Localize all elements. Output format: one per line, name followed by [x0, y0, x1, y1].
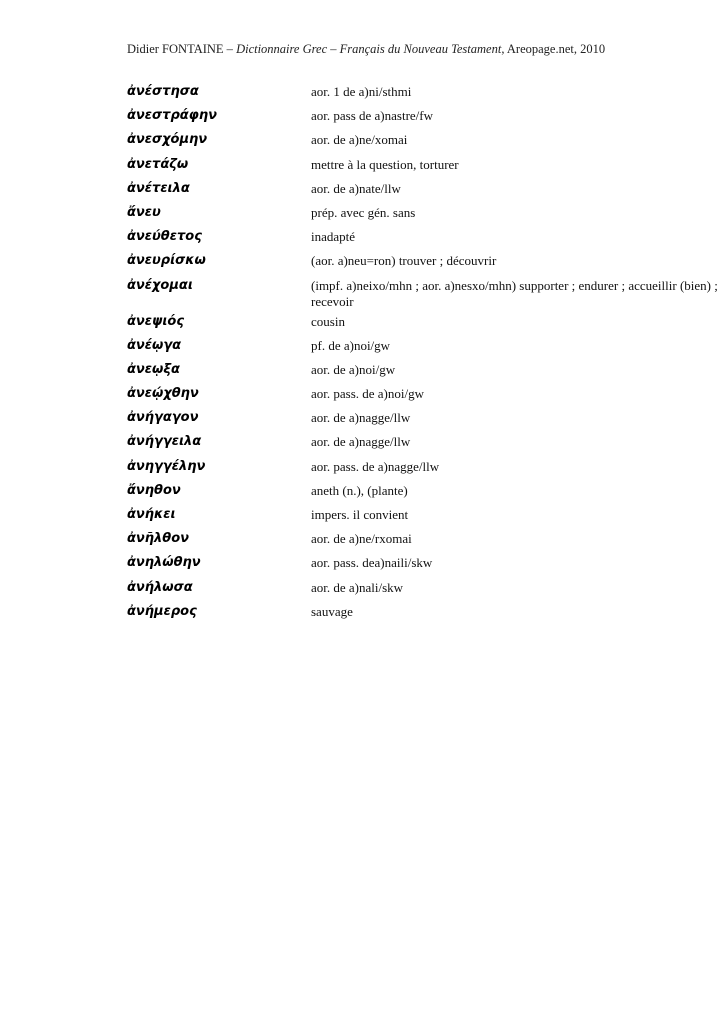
dictionary-entry [0, 459, 728, 483]
entry-definition: sauvage [311, 603, 353, 619]
dictionary-entry [0, 362, 728, 386]
header-title: Dictionnaire Grec – Français du Nouveau Testament [236, 42, 502, 56]
dictionary-entry [0, 531, 728, 555]
dictionary-entry [0, 157, 728, 181]
dictionary-entry [0, 580, 728, 604]
entry-definition: impers. il convient [311, 507, 409, 522]
dictionary-entry [0, 229, 728, 253]
entry-definition: aor. 1 de a)ni/sthmi [311, 84, 412, 99]
greek-headword: ἀνήμερος [127, 603, 197, 619]
dictionary-entries [0, 84, 728, 628]
greek-headword: ἀνεῳξα [127, 361, 180, 377]
dictionary-entry [0, 410, 728, 434]
header-suffix: , Areopage.net, 2010 [501, 42, 606, 56]
greek-headword: ἀνέῳγα [127, 337, 182, 353]
greek-headword: ἀνέστησα [127, 84, 199, 99]
greek-headword: ἀνεψιός [127, 313, 185, 329]
entry-definition: aor. de a)ne/xomai [311, 132, 408, 148]
entry-definition: aor. de a)nagge/llw [311, 410, 411, 426]
page-header [127, 42, 605, 57]
entry-definition: aor. pass de a)nastre/fw [311, 108, 434, 124]
dictionary-entry [0, 108, 728, 132]
entry-definition: mettre à la question, torturer [311, 156, 459, 172]
dictionary-entry [0, 132, 728, 156]
dictionary-entry [0, 483, 728, 507]
dictionary-entry [0, 314, 728, 338]
greek-headword: ἄνευ [127, 204, 161, 220]
entry-definition: aor. de a)nagge/llw [311, 434, 411, 450]
dictionary-entry [0, 205, 728, 229]
greek-headword: ἀνεῴχθην [127, 386, 199, 402]
dictionary-entry [0, 181, 728, 205]
entry-definition: aor. de a)ne/rxomai [311, 531, 412, 547]
dictionary-entry [0, 386, 728, 410]
greek-headword: ἀνέτειλα [127, 180, 190, 196]
entry-definition: aor. pass. de a)nagge/llw [311, 458, 440, 474]
entry-definition: (impf. a)neixo/mhn ; aor. a)nesxo/mhn) supporter ; endurer ; accueillir (bien) ; recevoir [311, 277, 718, 309]
greek-headword: ἀνήγγειλα [127, 434, 202, 450]
entry-definition: aor. pass. dea)naili/skw [311, 555, 433, 571]
entry-definition: aor. de a)nali/skw [311, 579, 404, 595]
entry-definition: prép. avec gén. sans [311, 204, 416, 220]
greek-headword: ἀνηγγέλην [127, 458, 206, 474]
greek-headword: ἀνήλωσα [127, 579, 193, 595]
greek-headword: ἀνηλώθην [127, 555, 201, 571]
entry-definition: (aor. a)neu=ron) trouver ; découvrir [311, 253, 497, 269]
entry-definition: aor. pass. de a)noi/gw [311, 386, 425, 402]
entry-definition: aor. de a)nate/llw [311, 180, 401, 196]
greek-headword: ἀνήκει [127, 507, 176, 522]
greek-headword: ἀνῆλθον [127, 531, 189, 547]
greek-headword: ἀνέχομαι [127, 277, 193, 293]
entry-definition: cousin [311, 313, 345, 329]
dictionary-entry [0, 278, 728, 314]
greek-headword: ἄνηθον [127, 482, 181, 498]
dictionary-entry [0, 434, 728, 458]
dictionary-entry [0, 84, 728, 108]
greek-headword: ἀνετάζω [127, 156, 189, 172]
entry-definition: pf. de a)noi/gw [311, 337, 391, 353]
greek-headword: ἀνεσχόμην [127, 132, 208, 148]
header-author: Didier FONTAINE – [127, 42, 237, 56]
dictionary-entry [0, 507, 728, 531]
greek-headword: ἀνήγαγον [127, 410, 199, 426]
greek-headword: ἀνεστράφην [127, 108, 217, 124]
dictionary-entry [0, 253, 728, 277]
entry-definition: inadapté [311, 229, 356, 245]
entry-definition: aor. de a)noi/gw [311, 361, 396, 377]
dictionary-entry [0, 338, 728, 362]
entry-definition: aneth (n.), (plante) [311, 482, 408, 498]
dictionary-entry [0, 555, 728, 579]
greek-headword: ἀνεύθετος [127, 229, 202, 245]
dictionary-entry [0, 604, 728, 628]
greek-headword: ἀνευρίσκω [127, 253, 206, 269]
